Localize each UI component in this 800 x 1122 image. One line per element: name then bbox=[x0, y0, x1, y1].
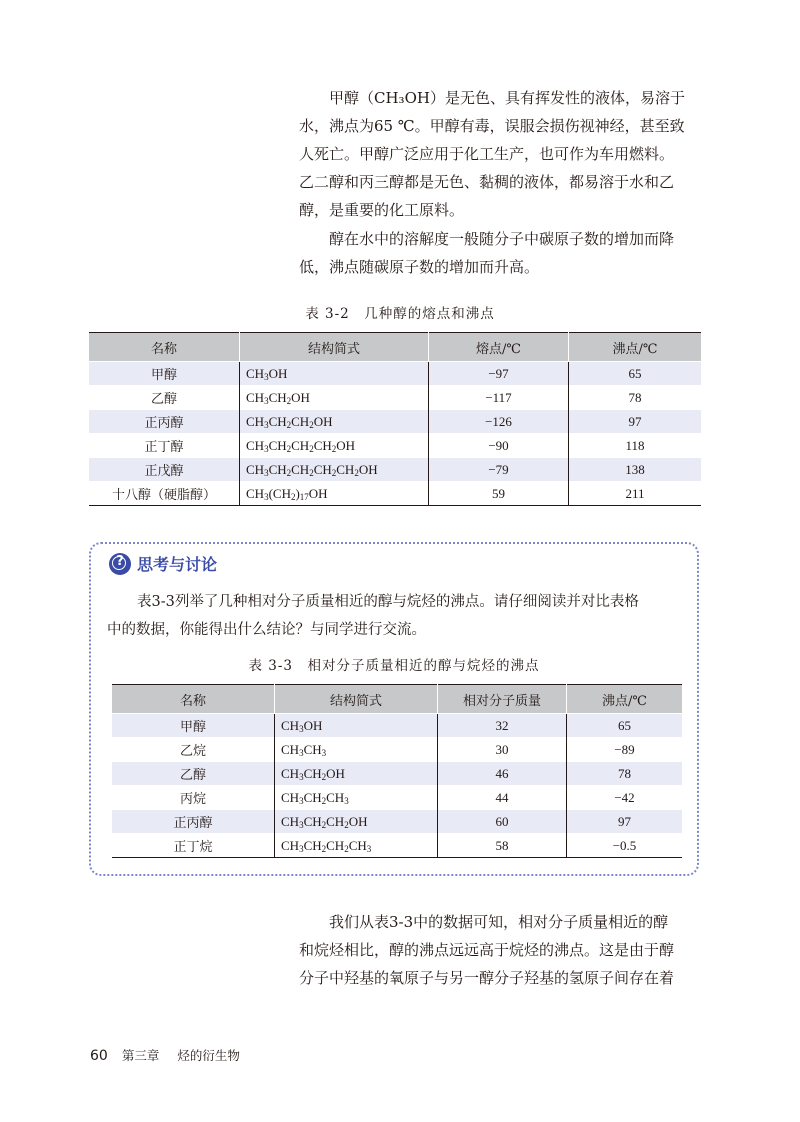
name-cell: 甲醇 bbox=[112, 714, 275, 738]
name-cell: 正丙醇 bbox=[89, 410, 240, 434]
name-cell: 十八醇（硬脂醇） bbox=[89, 482, 240, 506]
name-cell: 乙醇 bbox=[89, 386, 240, 410]
table-row bbox=[112, 834, 682, 858]
boiling-point-cell: 65 bbox=[569, 362, 702, 386]
text-line: 中的数据，你能得出什么结论？与同学进行交流。 bbox=[107, 622, 426, 638]
chapter-label: 第三章 bbox=[121, 1048, 160, 1063]
chapter-title: 烃的衍生物 bbox=[177, 1048, 240, 1063]
molecular-mass-cell: 46 bbox=[438, 762, 567, 786]
formula-cell: $CH_3CH_2CH_3$ bbox=[275, 786, 438, 810]
name-cell: 正丁醇 bbox=[89, 434, 240, 458]
boiling-point-cell: 78 bbox=[567, 762, 683, 786]
name-cell: 正丁烷 bbox=[112, 834, 275, 858]
formula-cell: $CH_3CH_2OH$ bbox=[275, 762, 438, 786]
text-line: 和烷烃相比，醇的沸点远远高于烷烃的沸点。这是由于醇 bbox=[299, 941, 675, 959]
molecular-mass-cell: 58 bbox=[438, 834, 567, 858]
discussion-title-text: 思考与讨论 bbox=[137, 555, 218, 574]
table-row bbox=[89, 410, 701, 434]
boiling-point-cell: 65 bbox=[567, 714, 683, 738]
melting-point-cell: −79 bbox=[429, 458, 569, 482]
table-header: 沸点/℃ bbox=[569, 333, 702, 362]
boiling-point-cell: 97 bbox=[569, 410, 702, 434]
table-3-2-body bbox=[89, 362, 701, 506]
table-3-2-caption: 表 3-2 几种醇的熔点和沸点 bbox=[305, 306, 495, 322]
text-line: 人死亡。甲醇广泛应用于化工生产，也可作为车用燃料。 bbox=[299, 145, 675, 163]
boiling-point-cell: 78 bbox=[569, 386, 702, 410]
molecular-mass-cell: 44 bbox=[438, 786, 567, 810]
formula-cell: $CH_3OH$ bbox=[275, 714, 438, 738]
table-row bbox=[89, 434, 701, 458]
text-line: 表3-3列举了几种相对分子质量相近的醇与烷烃的沸点。请仔细阅读并对比表格 bbox=[137, 594, 639, 610]
boiling-point-cell: 97 bbox=[567, 810, 683, 834]
molecular-mass-cell: 32 bbox=[438, 714, 567, 738]
formula-cell: $CH_3CH_2CH_2OH$ bbox=[275, 810, 438, 834]
table-row bbox=[89, 362, 701, 386]
discussion-title bbox=[109, 552, 217, 575]
table-3-3-body bbox=[112, 714, 682, 858]
text-line: 水，沸点为65 ℃。甲醇有毒，误服会损伤视神经，甚至致 bbox=[299, 117, 685, 135]
melting-point-cell: −117 bbox=[429, 386, 569, 410]
boiling-point-cell: 138 bbox=[569, 458, 702, 482]
text-line: 醇在水中的溶解度一般随分子中碳原子数的增加而降 bbox=[329, 230, 675, 248]
formula-cell: $CH_3(CH_2)_{17}OH$ bbox=[240, 482, 429, 506]
table-row bbox=[112, 714, 682, 738]
table-row bbox=[89, 482, 701, 506]
table-row bbox=[89, 386, 701, 410]
paragraph-methanol bbox=[299, 84, 701, 224]
boiling-point-cell: 118 bbox=[569, 434, 702, 458]
formula-cell: $CH_3CH_2CH_2CH_2OH$ bbox=[240, 434, 429, 458]
text-line: 甲醇（CH₃OH）是无色、具有挥发性的液体，易溶于 bbox=[329, 89, 685, 107]
paragraph-conclusion bbox=[299, 908, 701, 992]
table-3-3-caption: 表 3-3 相对分子质量相近的醇与烷烃的沸点 bbox=[248, 658, 540, 674]
melting-point-cell: −126 bbox=[429, 410, 569, 434]
name-cell: 正戊醇 bbox=[89, 458, 240, 482]
name-cell: 乙烷 bbox=[112, 738, 275, 762]
name-cell: 正丙醇 bbox=[112, 810, 275, 834]
table-header: 沸点/℃ bbox=[567, 685, 683, 714]
formula-cell: $CH_3CH_3$ bbox=[275, 738, 438, 762]
boiling-point-cell: 211 bbox=[569, 482, 702, 506]
text-line: 分子中羟基的氧原子与另一醇分子羟基的氢原子间存在着 bbox=[299, 969, 675, 987]
table-3-2 bbox=[89, 332, 701, 506]
table-row bbox=[112, 762, 682, 786]
table-row bbox=[112, 786, 682, 810]
text-line: 我们从表3-3中的数据可知，相对分子质量相近的醇 bbox=[329, 913, 669, 931]
formula-cell: $CH_3OH$ bbox=[240, 362, 429, 386]
paragraph-solubility bbox=[299, 225, 701, 281]
melting-point-cell: 59 bbox=[429, 482, 569, 506]
molecular-mass-cell: 30 bbox=[438, 738, 567, 762]
name-cell: 甲醇 bbox=[89, 362, 240, 386]
discussion-box bbox=[89, 542, 699, 876]
formula-cell: $CH_3CH_2CH_2OH$ bbox=[240, 410, 429, 434]
question-bubble-icon bbox=[109, 553, 131, 575]
table-row bbox=[89, 458, 701, 482]
table-header: 名称 bbox=[89, 333, 240, 362]
page-footer bbox=[90, 1046, 240, 1064]
name-cell: 丙烷 bbox=[112, 786, 275, 810]
boiling-point-cell: −0.5 bbox=[567, 834, 683, 858]
molecular-mass-cell: 60 bbox=[438, 810, 567, 834]
table-header: 相对分子质量 bbox=[438, 685, 567, 714]
table-row bbox=[112, 738, 682, 762]
discussion-text bbox=[107, 588, 685, 644]
table-3-3 bbox=[112, 684, 682, 858]
page-number: 60 bbox=[90, 1048, 108, 1064]
name-cell: 乙醇 bbox=[112, 762, 275, 786]
formula-cell: $CH_3CH_2CH_2CH_3$ bbox=[275, 834, 438, 858]
melting-point-cell: −90 bbox=[429, 434, 569, 458]
boiling-point-cell: −42 bbox=[567, 786, 683, 810]
melting-point-cell: −97 bbox=[429, 362, 569, 386]
table-header: 结构简式 bbox=[240, 333, 429, 362]
table-header: 结构简式 bbox=[275, 685, 438, 714]
text-line: 乙二醇和丙三醇都是无色、黏稠的液体，都易溶于水和乙 bbox=[299, 173, 675, 191]
table-header: 名称 bbox=[112, 685, 275, 714]
table-row bbox=[112, 810, 682, 834]
table-header: 熔点/℃ bbox=[429, 333, 569, 362]
boiling-point-cell: −89 bbox=[567, 738, 683, 762]
formula-cell: $CH_3CH_2CH_2CH_2CH_2OH$ bbox=[240, 458, 429, 482]
text-line: 低，沸点随碳原子数的增加而升高。 bbox=[299, 258, 540, 276]
formula-cell: $CH_3CH_2OH$ bbox=[240, 386, 429, 410]
text-line: 醇，是重要的化工原料。 bbox=[299, 201, 465, 219]
